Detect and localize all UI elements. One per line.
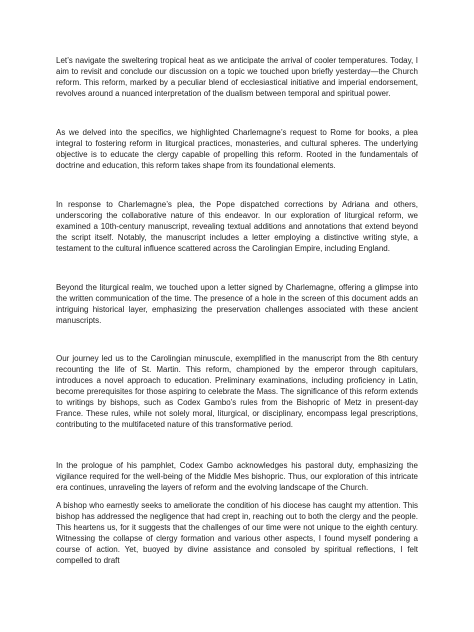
paragraph-1: Let’s navigate the sweltering tropical heat as we anticipate the arrival of cooler temperatures. Today, I aim to revisit and conclude our discussion on a topic we touched upon briefly yesterday—the Church reform. This reform, marked by a peculiar blend of ecclesiastical initiative and imperial endorsement, revolves around a nuanced interpretation of the dualism between temporal and spiritual power. — [56, 56, 418, 98]
paragraph-4: Beyond the liturgical realm, we touched upon a letter signed by Charlemagne, offering a glimpse into the written communication of the time. The presence of a hole in the screen of this document adds an intriguing historical layer, emphasizing the preservation challenges associated with these ancient manuscripts. — [56, 283, 418, 325]
paragraph-7: A bishop who earnestly seeks to ameliorate the condition of his diocese has caught my attention. This bishop has addressed the negligence that had crept in, reaching out to both the clergy and the people. This heartens us, for it suggests that the challenges of our time were not unique to the eighth century. Witnessing the collapse of clergy formation and various other aspects, I found myself pondering a course of action. Yet, buoyed by divine assistance and consoled by spiritual reflections, I felt compelled to draft — [56, 501, 418, 565]
paragraph-6: In the prologue of his pamphlet, Codex Gambo acknowledges his pastoral duty, emphasizing the vigilance required for the well-being of the Middle Mes bishopric. Thus, our exploration of this intricate era continues, unraveling the layers of reform and the evolving landscape of the Church. — [56, 461, 418, 492]
paragraph-3: In response to Charlemagne’s plea, the Pope dispatched corrections by Adriana and others, underscoring the collaborative nature of this endeavor. In our exploration of liturgical reform, we examined a 10th-century manuscript, revealing textual additions and annotations that extend beyond the script itself. Notably, the manuscript includes a letter employing a distinctive writing style, a testament to the cultural influence scattered across the Carolingian Empire, including England. — [56, 200, 418, 253]
paragraph-2: As we delved into the specifics, we highlighted Charlemagne’s request to Rome for books, a plea integral to fostering reform in liturgical practices, monasteries, and cultural spheres. The underlying objective is to educate the clergy capable of propelling this reform. Rooted in the fundamentals of doctrine and education, this reform takes shape from its foundational elements. — [56, 128, 418, 170]
paragraph-5: Our journey led us to the Carolingian minuscule, exemplified in the manuscript from the 8th century recounting the life of St. Martin. This reform, championed by the emperor through capitulars, introduces a novel approach to education. Preliminary examinations, including proficiency in Latin, become prerequisites for those aspiring to celebrate the Mass. The significance of this reform extends to writings by bishops, such as Codex Gambo’s rules from the Bishopric of Metz in present-day France. These rules, while not solely moral, liturgical, or disciplinary, encompass legal prescriptions, contributing to the multifaceted nature of this transformative period. — [56, 354, 418, 429]
